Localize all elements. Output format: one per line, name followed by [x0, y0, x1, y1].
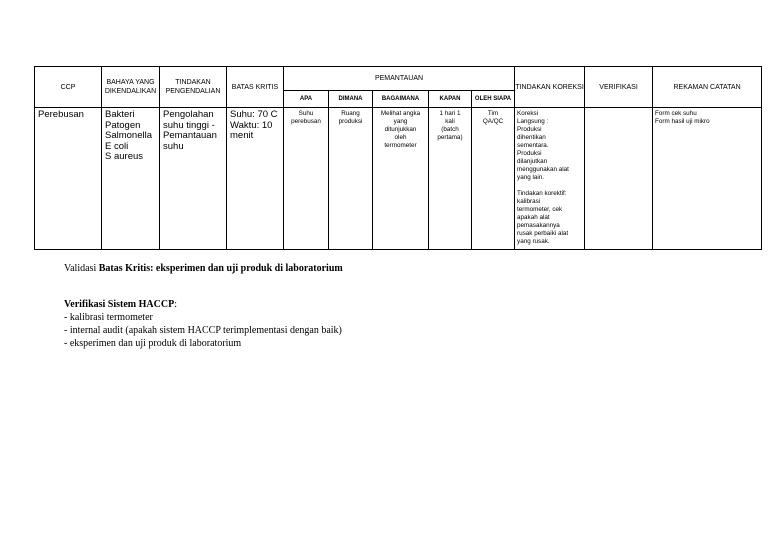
batas-line: menit	[230, 130, 254, 141]
cell-bahaya	[102, 108, 160, 250]
verifikasi-item: - eksperimen dan uji produk di laboratorium	[64, 338, 242, 349]
header-oleh-siapa: OLEH SIAPA	[472, 91, 515, 108]
koreksi-spacer	[517, 182, 582, 190]
header-rekaman-catatan: REKAMAN CATATAN	[653, 67, 762, 108]
tindakan-line: Pemantauan	[163, 130, 217, 141]
tindakan-line: suhu	[163, 140, 184, 152]
oleh-siapa-line: Tim	[487, 110, 499, 117]
cell-tindakan-pengendalian	[160, 108, 227, 250]
bagaimana-line: yang	[393, 118, 408, 125]
koreksi-line: termometer, cek	[517, 206, 563, 213]
koreksi-line: rusak perbaiki alat	[517, 230, 569, 237]
bagaimana-line: Melihat angka	[380, 110, 421, 117]
kapan-line: 1 hari 1	[439, 110, 461, 117]
koreksi-line: dihentikan	[517, 134, 546, 141]
haccp-table	[34, 66, 762, 250]
verifikasi-item: - kalibrasi termometer	[64, 312, 153, 323]
bahaya-line: E coli	[105, 140, 129, 152]
kapan-line: pertama)	[437, 134, 463, 141]
header-pemantauan: PEMANTAUAN	[284, 67, 515, 91]
verifikasi-title-line	[64, 299, 177, 310]
header-tindakan-koreksi: TINDAKAN KOREKSI	[515, 67, 585, 108]
cell-oleh-siapa	[472, 108, 515, 250]
validasi-prefix: Validasi	[64, 263, 99, 274]
header-ccp: CCP	[35, 67, 102, 108]
cell-rekaman-catatan	[653, 108, 762, 250]
kapan-line: (batch	[441, 126, 459, 133]
header-batas-kritis: BATAS KRITIS	[227, 67, 284, 108]
koreksi-line: menggunakan alat	[517, 166, 569, 173]
apa-line: perebusan	[291, 118, 321, 125]
verifikasi-title: Verifikasi Sistem HACCP	[64, 299, 175, 310]
koreksi-line: yang rusak.	[517, 238, 550, 245]
header-verifikasi: VERIFIKASI	[585, 67, 653, 108]
bagaimana-line: oleh	[394, 134, 407, 141]
oleh-siapa-line: QA/QC	[482, 118, 504, 125]
header-dimana: DIMANA	[329, 91, 373, 108]
kapan-line: kali	[445, 118, 455, 125]
bahaya-line: Patogen	[105, 119, 141, 131]
koreksi-line: Produksi	[517, 150, 542, 157]
koreksi-line: kalibrasi	[517, 198, 541, 205]
header-bagaimana: BAGAIMANA	[373, 91, 429, 108]
cell-bagaimana	[373, 108, 429, 250]
tindakan-line: Pengolahan	[163, 109, 214, 120]
dimana-line: Ruang	[341, 110, 360, 117]
bahaya-line: Salmonella	[105, 130, 152, 141]
header-apa: APA	[284, 91, 329, 108]
cell-dimana	[329, 108, 373, 250]
koreksi-line: Langsung :	[517, 118, 549, 125]
cell-batas-kritis	[227, 108, 284, 250]
koreksi-line: pemasakannya	[517, 222, 560, 229]
apa-line: Suhu	[298, 110, 314, 117]
header-kapan: KAPAN	[429, 91, 472, 108]
dimana-line: produksi	[338, 118, 363, 125]
cell-ccp	[35, 108, 102, 250]
verifikasi-item: - internal audit (apakah sistem HACCP terimplementasi dengan baik)	[64, 325, 342, 336]
header-bahaya: BAHAYA YANG DIKENDALIKAN	[102, 67, 160, 108]
koreksi-line: Produksi	[517, 126, 542, 133]
koreksi-line: apakah alat	[517, 214, 550, 221]
rekaman-line: Form cek suhu	[655, 110, 697, 117]
verifikasi-title-suffix: :	[174, 299, 177, 310]
cell-tindakan-koreksi	[515, 108, 585, 250]
cell-apa	[284, 108, 329, 250]
koreksi-line: dilanjutkan	[517, 158, 548, 165]
ccp-value: Perebusan	[38, 109, 84, 120]
batas-line: Waktu: 10	[230, 119, 273, 131]
bahaya-line: Bakteri	[105, 109, 135, 120]
koreksi-line: Tindakan korektif:	[517, 190, 567, 197]
cell-kapan	[429, 108, 472, 250]
bagaimana-line: termometer	[384, 142, 417, 149]
koreksi-line: Koreksi	[517, 110, 539, 117]
batas-line: Suhu: 70 C	[230, 109, 278, 120]
bagaimana-line: ditunjukkan	[384, 126, 417, 133]
tindakan-line: suhu tinggi -	[163, 119, 215, 131]
header-tindakan-pengendalian: TINDAKAN PENGENDALIAN	[160, 67, 227, 108]
koreksi-line: sementara.	[517, 142, 549, 149]
rekaman-line: Form hasil uji mikro	[655, 118, 710, 125]
validasi-line	[64, 263, 343, 274]
koreksi-line: yang lain.	[517, 174, 545, 181]
cell-verifikasi	[585, 108, 653, 250]
bahaya-line: S aureus	[105, 151, 144, 162]
validasi-bold: Batas Kritis: eksperimen dan uji produk di laboratorium	[98, 263, 343, 274]
